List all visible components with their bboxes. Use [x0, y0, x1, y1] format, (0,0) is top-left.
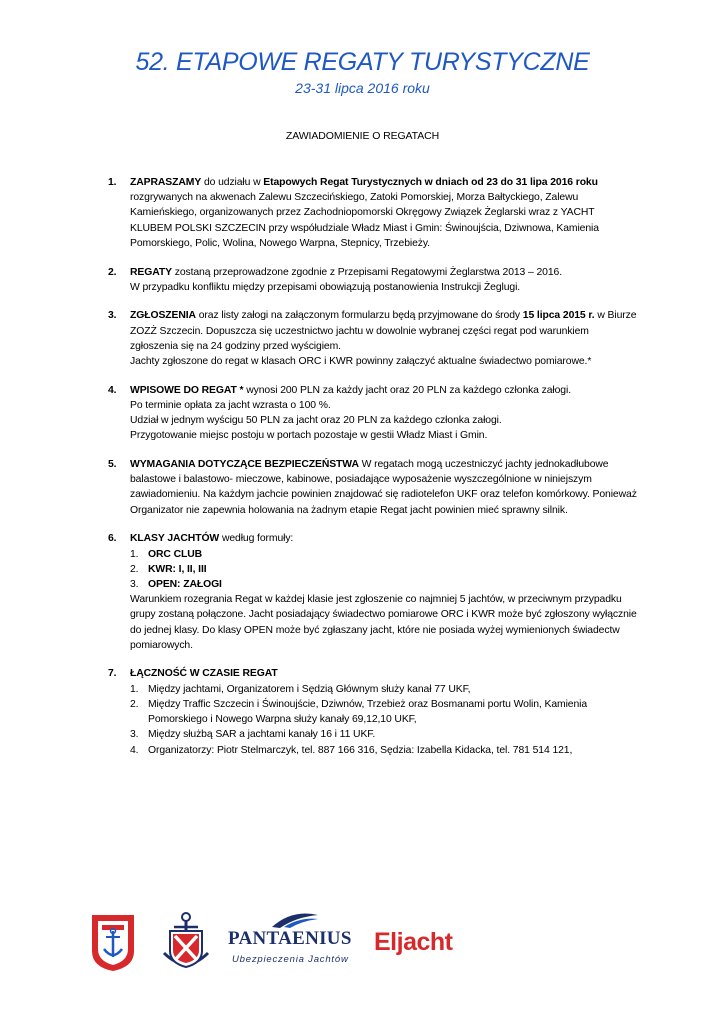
list-item-text: KWR: I, II, III	[148, 563, 207, 575]
bold-text: WYMAGANIA DOTYCZĄCE BEZPIECZEŃSTWA	[130, 459, 359, 471]
notice-heading: ZAWIADOMIENIE O REGATACH	[285, 130, 440, 142]
bold-text: Etapowych Regat Turystycznych w dniach od 23 do 31 lipa 2016 roku	[263, 177, 598, 188]
section-4	[108, 383, 638, 444]
section-2	[108, 265, 638, 295]
page-subtitle: 23-31 lipca 2016 roku	[295, 80, 430, 96]
section-1	[108, 175, 638, 251]
text-run: W regatach mogą uczestniczyć jachty jednokadłubowe balastowe i balastowo- mieczowe, kabinowe, posiadające wyposażenie wyszczególnione w niniejszym zawiadomieniu. Na każdym jachcie powinien znajdować się radiotelefon UKF oraz telefon komórkowy. Ponieważ Organizator nie zapewnia holowania na żadnym etapie Regat jacht powinien mieć sprawny silnik.	[130, 459, 637, 516]
bold-text: REGATY	[130, 266, 172, 278]
eljacht-name: Eljacht	[374, 928, 453, 956]
section-heading-line	[130, 531, 638, 546]
bold-text: ZGŁOSZENIA	[130, 310, 196, 322]
section-number: 2.	[108, 266, 117, 278]
text-run: do udziału w	[201, 177, 264, 188]
section-number: 5.	[108, 459, 117, 471]
text-run: zostaną przeprowadzone zgodnie z Przepisami Regatowymi Żeglarstwa 2013 – 2016.	[171, 266, 562, 278]
list-item-number: 4.	[130, 744, 139, 756]
section-extra-line: W przypadku konfliktu między przepisami obowiązują postanowienia Instrukcji Żeglugi.	[130, 281, 521, 293]
class-rules-paragraph: Warunkiem rozegrania Regat w każdej klasie jest zgłoszenie co najmniej 5 jachtów, w przeciwnym przypadku grupy zostaną połączone. Jacht posiadający świadectwo pomiarowe ORC i KWR może być zgłoszony wyłącznie do jednej klasy. Do klasy OPEN może być zgłaszany jacht, które nie posiada wyżej wymienionych świadectw pomiarowych.	[130, 594, 637, 651]
list-item	[130, 697, 638, 727]
section-heading: KLASY JACHTÓW	[130, 533, 220, 545]
list-item	[130, 577, 638, 592]
section-number: 7.	[108, 668, 117, 680]
section-number: 4.	[108, 384, 117, 396]
section-extra-line: Po terminie opłata za jacht wzrasta o 100 %.	[130, 399, 331, 411]
section-extra-line: Udział w jednym wyścigu 50 PLN za jacht oraz 20 PLN za każdego członka załogi.	[130, 415, 502, 427]
sail-swoosh-icon	[270, 911, 320, 929]
list-item-number: 3.	[130, 578, 139, 590]
list-item-number: 1.	[130, 683, 139, 695]
section-extra-line: Przygotowanie miejsc postoju w portach pozostaje w gestii Władz Miast i Gmin.	[130, 430, 488, 442]
list-item-number: 2.	[130, 698, 139, 710]
section-number: 1.	[108, 177, 117, 188]
eljacht-logo	[368, 921, 498, 961]
section-text	[130, 175, 638, 251]
section-6	[108, 531, 638, 653]
anchor-shield-logo	[158, 909, 214, 975]
document-body	[108, 175, 638, 771]
list-item-number: 1.	[130, 548, 139, 560]
section-3	[108, 308, 638, 369]
list-item	[130, 743, 638, 758]
section-text	[130, 457, 638, 518]
pantaenius-name: PANTAENIUS	[228, 928, 352, 949]
section-text	[130, 383, 638, 398]
pantaenius-tagline: Ubezpieczenia Jachtów	[232, 954, 349, 965]
list-item-number: 2.	[130, 563, 139, 575]
section-7	[108, 666, 638, 757]
text-run: w Biurze ZOZŻ Szczecin. Dopuszcza się uczestnictwo jachtu w dowolnie wybranej części regat pod warunkiem zgłoszenia się na 24 godziny przed wyścigiem.	[130, 310, 637, 352]
list-item-number: 3.	[130, 729, 139, 741]
list-item	[130, 682, 638, 697]
list-item-text: Między służbą SAR a jachtami kanały 16 i 11 UKF.	[148, 729, 376, 741]
club-crest-logo	[90, 911, 136, 973]
numbered-sections	[108, 175, 638, 518]
list-item	[130, 727, 638, 742]
class-list	[130, 547, 638, 593]
bold-text: 15 lipca 2015 r.	[522, 310, 595, 322]
list-item	[130, 562, 638, 577]
text-run: oraz listy załogi na załączonym formularzu będą przyjmowane do środy	[195, 310, 523, 322]
page-title: 52. ETAPOWE REGATY TURYSTYCZNE	[135, 48, 590, 76]
text-run: wynosi 200 PLN za każdy jacht oraz 20 PLN za każdego członka załogi.	[243, 384, 571, 396]
section-heading: ŁĄCZNOŚĆ W CZASIE REGAT	[130, 668, 278, 680]
list-item-text: ORC CLUB	[148, 548, 203, 560]
pantaenius-logo	[228, 911, 362, 977]
text-run: rozgrywanych na akwenach Zalewu Szczecińskiego, Zatoki Pomorskiej, Morza Bałtyckiego, Zalewu Kamieńskiego, organizowanych przez Zachodniopomorski Okręgowy Związek Żeglarski wraz z YACHT KLUBEM POLSKI SZCZECIN przy współudziale Władz Miast i Gmin: Świnoujścia, Dziwnowa, Kamienia Pomorskiego, Polic, Wolina, Nowego Warpna, Stepnicy, Trzebieży.	[130, 192, 599, 249]
list-item-text: Między Traffic Szczecin i Świnoujście, Dziwnów, Trzebież oraz Bosmanami portu Wolin, Kamienia Pomorskiego i Nowego Warpna służy kanały 69,12,10 UKF,	[148, 698, 588, 726]
section-text	[130, 308, 638, 354]
section-number: 3.	[108, 310, 117, 322]
section-extra-line: Jachty zgłoszone do regat w klasach ORC i KWR powinny załączyć aktualne świadectwo pomiarowe.*	[130, 356, 592, 368]
section-number: 6.	[108, 533, 117, 545]
communication-list	[130, 682, 638, 758]
bold-text: WPISOWE DO REGAT *	[130, 384, 244, 396]
sponsor-logos	[0, 905, 725, 985]
list-item-text: Organizatorzy: Piotr Stelmarczyk, tel. 887 166 316, Sędzia: Izabella Kidacka, tel. 781 514 121,	[148, 744, 573, 756]
list-item-text: OPEN: ZAŁOGI	[148, 578, 222, 590]
list-item-text: Między jachtami, Organizatorem i Sędzią Głównym służy kanał 77 UKF,	[148, 683, 471, 695]
bold-text: ZAPRASZAMY	[130, 177, 202, 188]
section-text	[130, 265, 638, 280]
section-heading-rest: według formuły:	[219, 533, 294, 545]
list-item	[130, 547, 638, 562]
section-5	[108, 457, 638, 518]
